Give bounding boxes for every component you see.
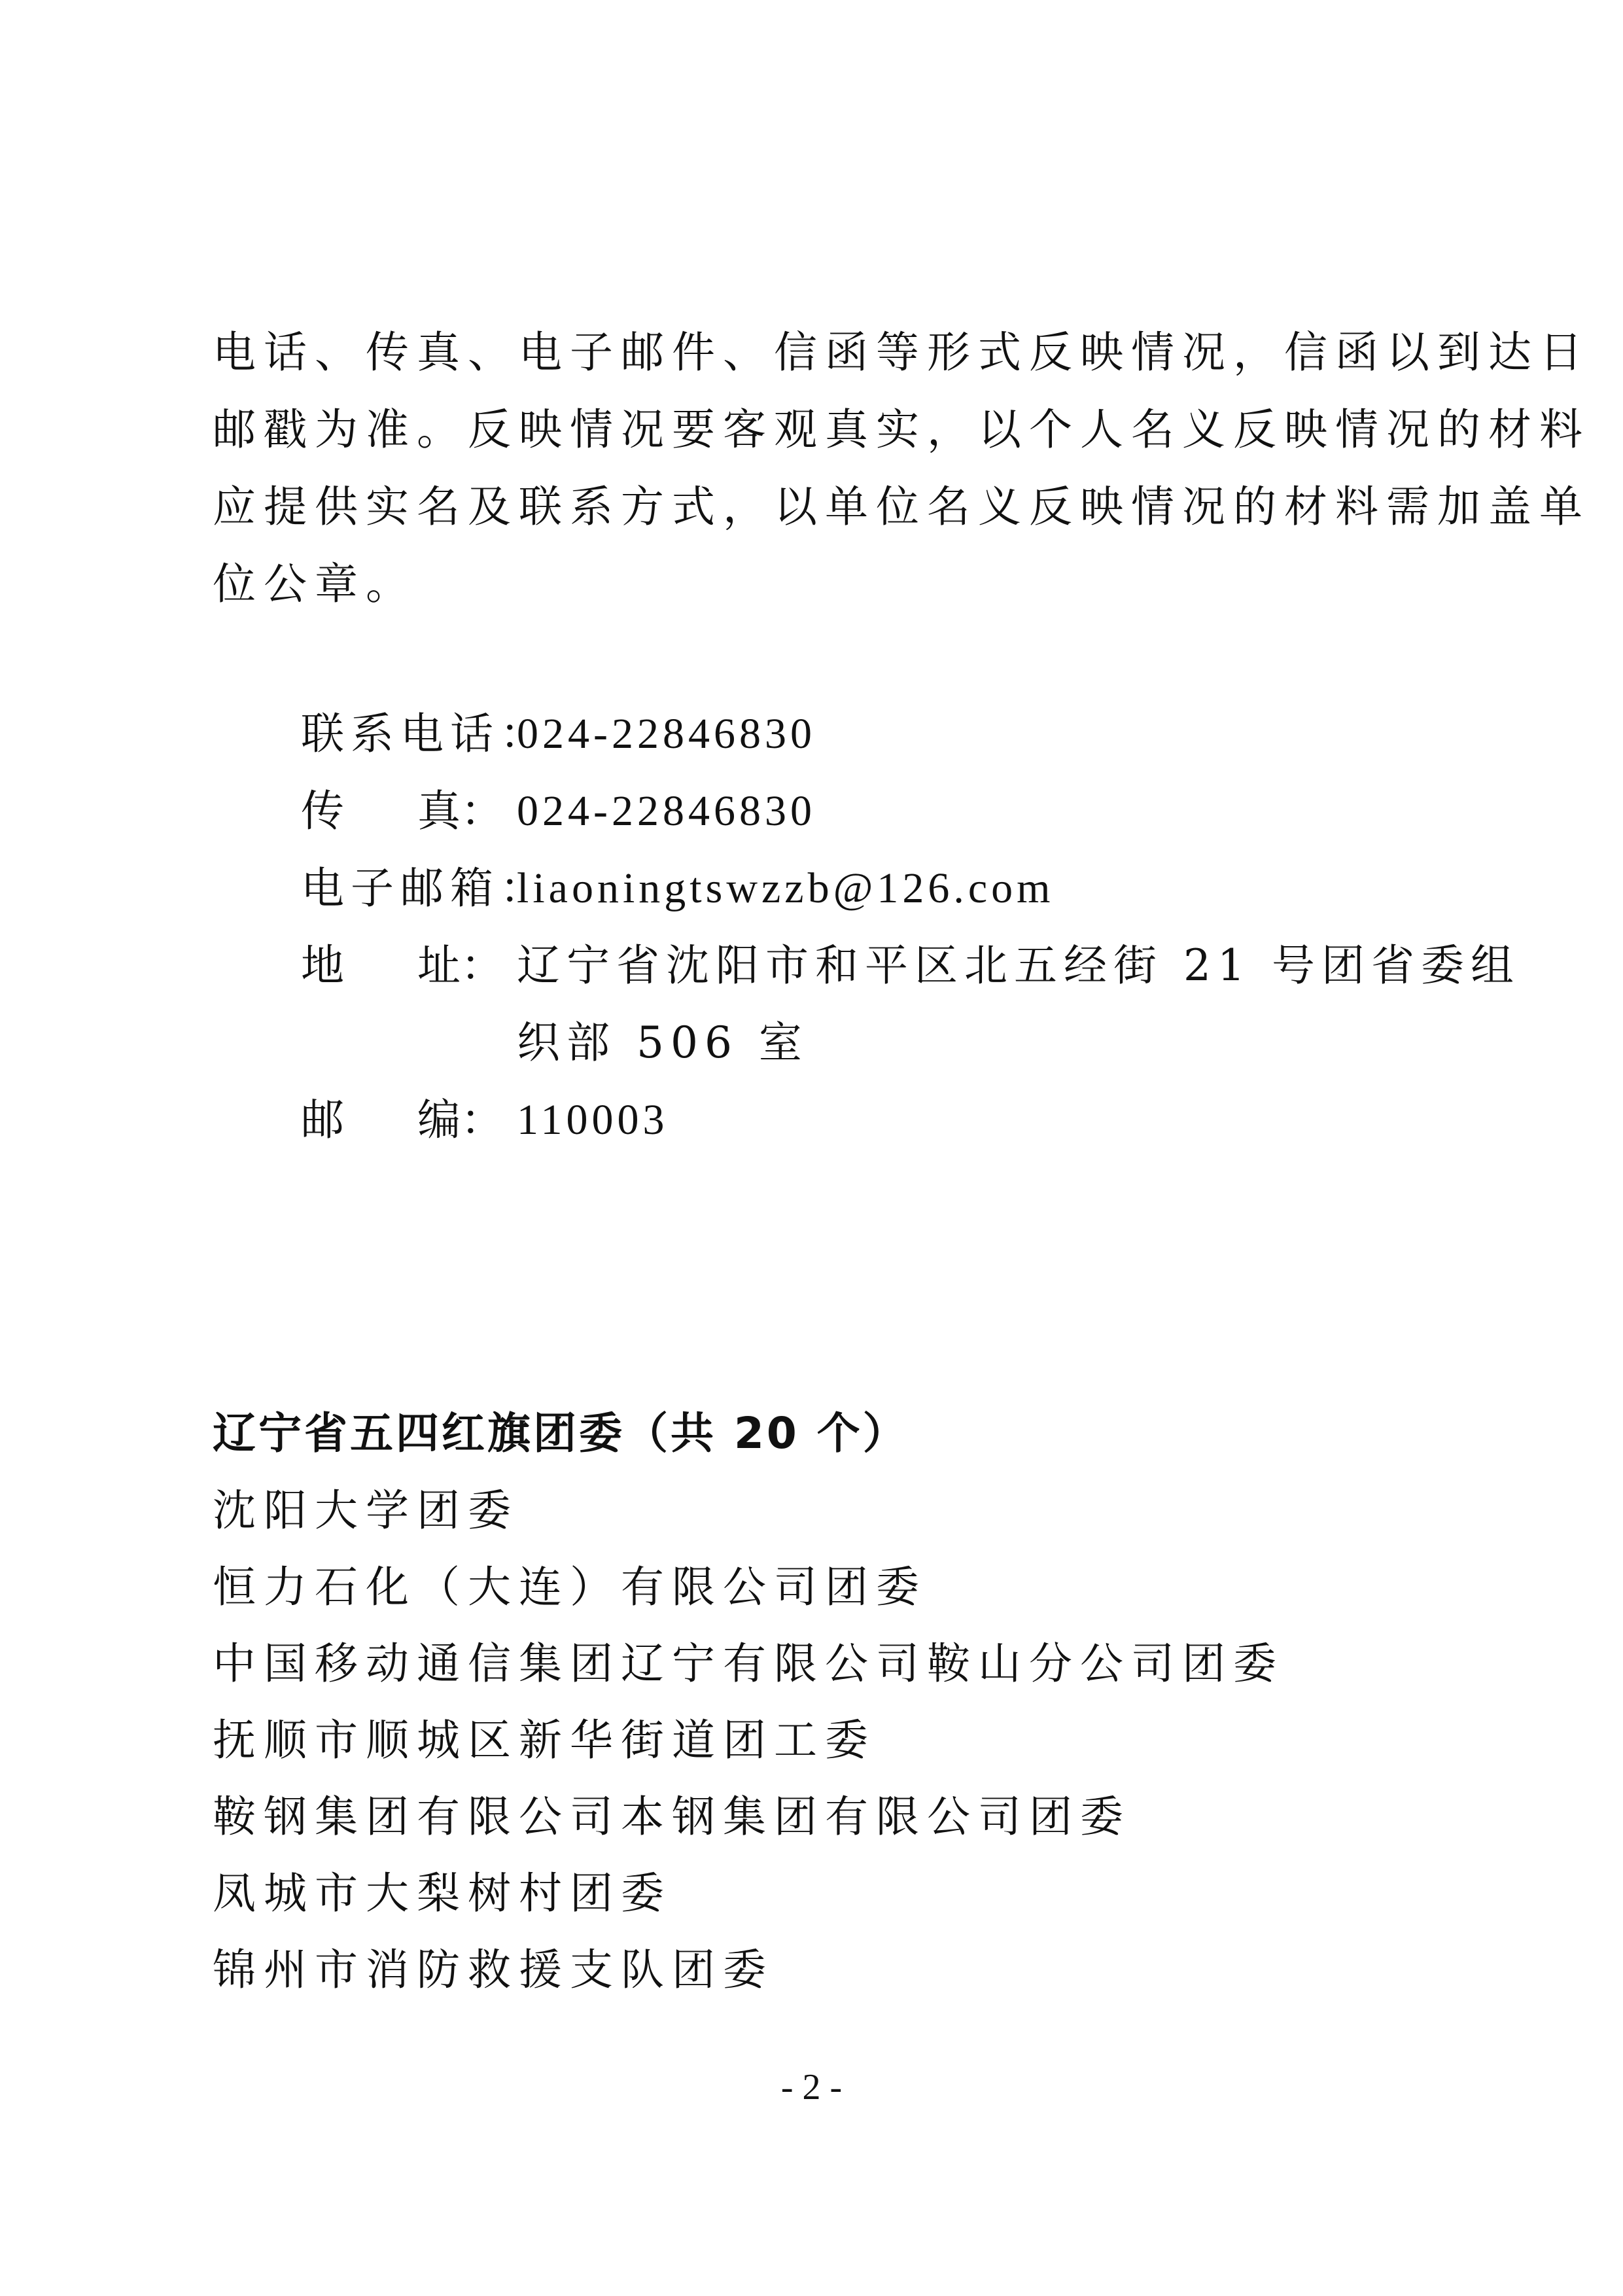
email-label: 电子邮箱： — [301, 863, 550, 913]
paragraph-line: 应提供实名及联系方式，以单位名义反映情况的材料需加盖单 — [213, 482, 1590, 532]
fax-label-last: 真： — [417, 786, 504, 836]
paragraph-line: 电话、传真、电子邮件、信函等形式反映情况，信函以到达日 — [213, 327, 1590, 378]
address-label — [301, 927, 504, 1004]
list-item: 鞍钢集团有限公司本钢集团有限公司团委 — [213, 1792, 1131, 1842]
postcode-label-last: 编： — [417, 1095, 504, 1145]
page-number: - 2 - — [780, 2067, 843, 2108]
address-label-first: 地 — [301, 940, 344, 991]
address-value-line2: 织部 506 室 — [517, 1017, 809, 1068]
postcode-label — [301, 1082, 504, 1159]
address-value-line1: 辽宁省沈阳市和平区北五经街 21 号团省委组 — [517, 940, 1520, 991]
paragraph-line: 位公章。 — [213, 559, 417, 609]
list-item: 抚顺市顺城区新华街道团工委 — [213, 1715, 876, 1765]
fax-label-first: 传 — [301, 786, 344, 836]
paragraph-line: 邮戳为准。反映情况要客观真实，以个人名义反映情况的材料 — [213, 404, 1590, 455]
list-item: 恒力石化（大连）有限公司团委 — [213, 1562, 927, 1612]
fax-value: 024-22846830 — [517, 787, 816, 835]
phone-label: 联系电话： — [301, 709, 550, 759]
list-item: 沈阳大学团委 — [213, 1485, 519, 1536]
email-value: liaoningtswzzb@126.com — [517, 864, 1055, 912]
list-item: 凤城市大梨树村团委 — [213, 1868, 672, 1918]
postcode-value: 110003 — [517, 1096, 669, 1144]
postcode-label-first: 邮 — [301, 1095, 344, 1145]
organization-list — [213, 1472, 1284, 2008]
address-label-last: 址： — [417, 940, 504, 991]
fax-label — [301, 773, 504, 850]
address-value — [517, 927, 1520, 1082]
list-item: 锦州市消防救援支队团委 — [213, 1945, 774, 1995]
list-item: 中国移动通信集团辽宁有限公司鞍山分公司团委 — [213, 1638, 1284, 1689]
section-heading: 辽宁省五四红旗团委（共 20 个） — [213, 1408, 909, 1458]
phone-value: 024-22846830 — [517, 710, 816, 758]
intro-paragraph — [213, 314, 1590, 623]
